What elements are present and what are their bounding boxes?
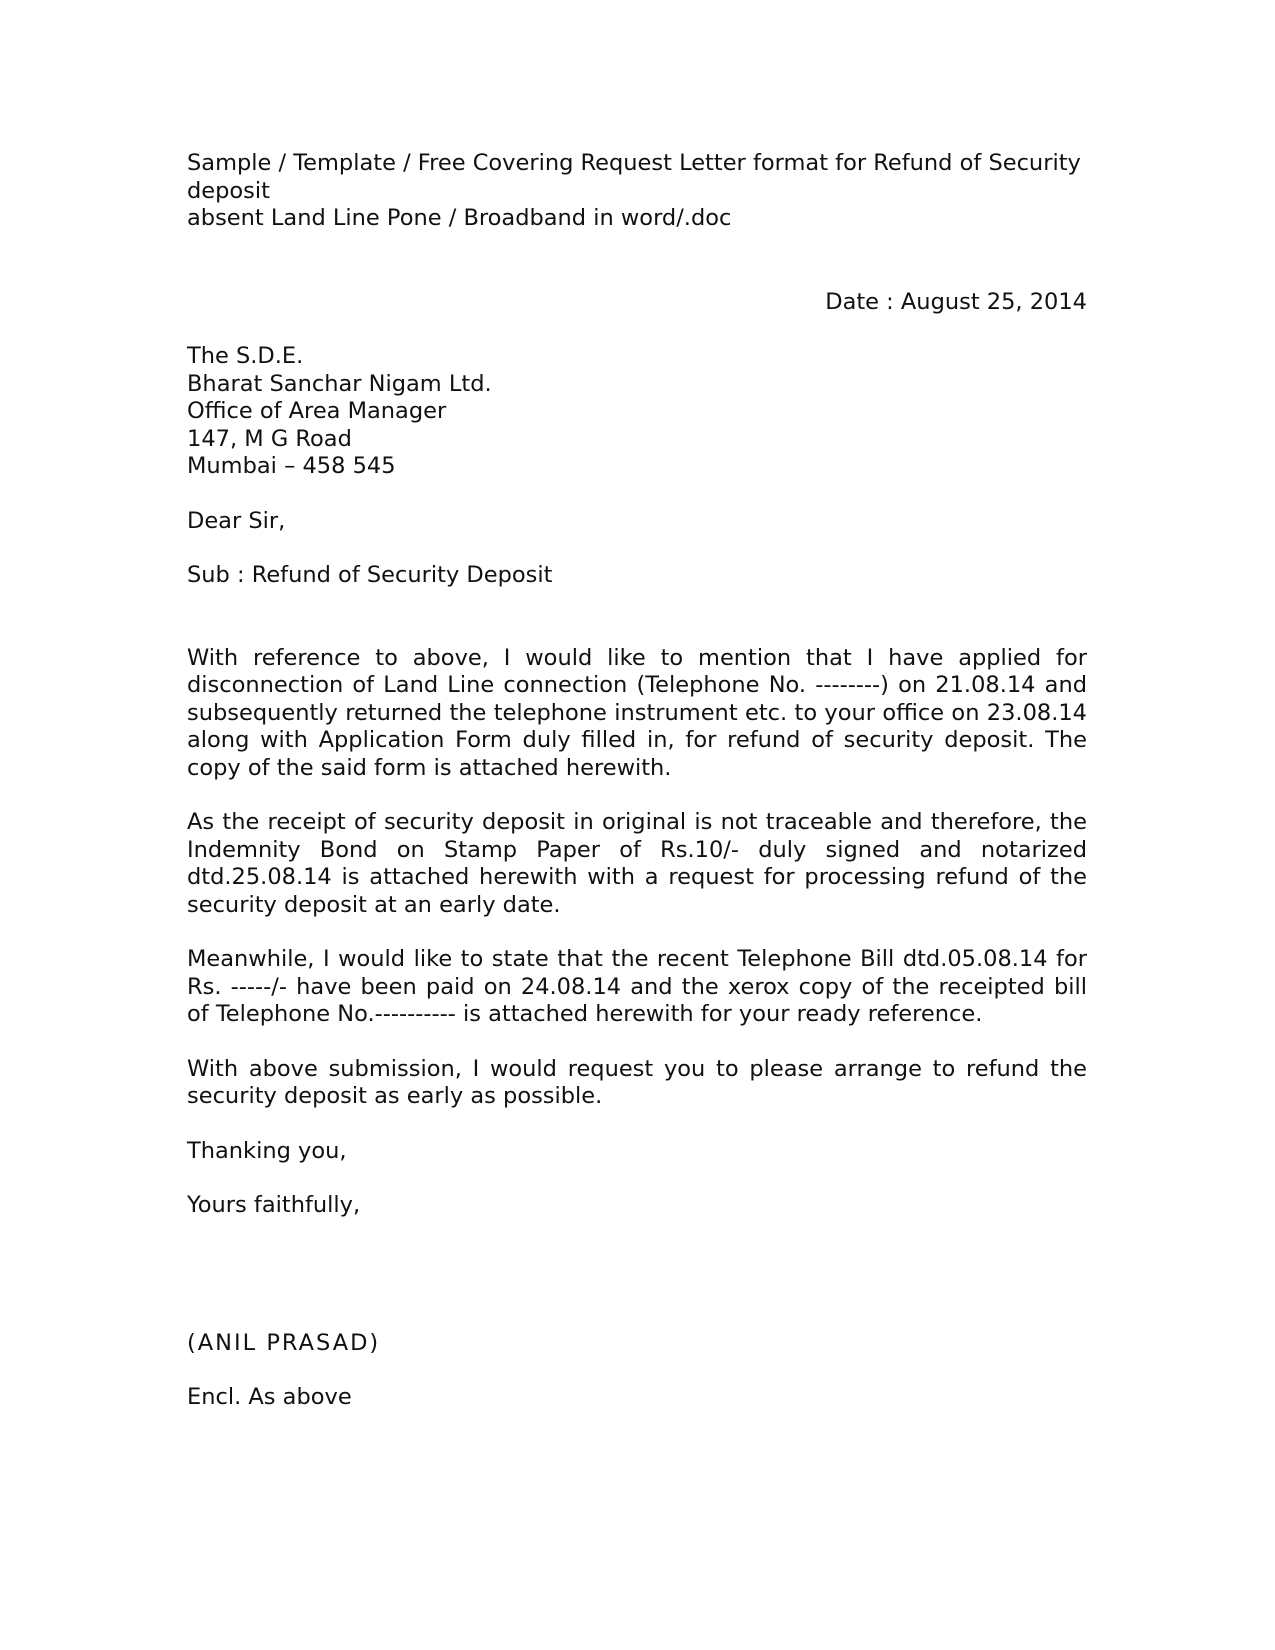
letter-date: Date : August 25, 2014 (825, 288, 1087, 315)
recipient-line-3: Office of Area Manager (187, 398, 447, 424)
letter-body (187, 150, 1087, 1412)
document-title (187, 150, 1087, 233)
enclosure-note: Encl. As above (187, 1384, 352, 1410)
body-paragraph-2: As the receipt of security deposit in original is not traceable and therefore, the Indemnity Bond on Stamp Paper of Rs.10/- duly signed and notarized dtd.25.08.14 is attached herewith with a request for processing refund of the security deposit at an early date. (187, 809, 1087, 918)
thanks-line: Thanking you, (187, 1137, 347, 1164)
salutation: Dear Sir, (187, 507, 286, 534)
signature-name: (ANIL PRASAD) (187, 1329, 381, 1356)
body-paragraph-1: With reference to above, I would like to mention that I have applied for disconnection of Land Line connection (Telephone No. --------) on 21.08.14 and subsequently returned the telephone instrument etc. to your office on 23.08.14 along with Application Form duly filled in, for refund of security deposit. The copy of the said form is attached herewith. (187, 644, 1087, 781)
signoff-line: Yours faithfully, (187, 1192, 361, 1218)
recipient-line-4: 147, M G Road (187, 425, 352, 452)
recipient-line-5: Mumbai – 458 545 (187, 453, 396, 479)
recipient-address (187, 343, 1087, 481)
subject-line: Sub : Refund of Security Deposit (187, 562, 553, 588)
title-line-1: Sample / Template / Free Covering Request Letter format for Refund of Security deposit (187, 150, 1081, 204)
recipient-line-2: Bharat Sanchar Nigam Ltd. (187, 370, 492, 397)
recipient-line-1: The S.D.E. (187, 343, 304, 369)
body-paragraph-3: Meanwhile, I would like to state that the recent Telephone Bill dtd.05.08.14 for Rs. -----/- have been paid on 24.08.14 and the xerox copy of the receipted bill of Telephone No.---------- is attached herewith for your ready reference. (187, 946, 1087, 1027)
body-paragraph-4: With above submission, I would request you to please arrange to refund the security deposit as early as possible. (187, 1055, 1087, 1109)
title-line-2: absent Land Line Pone / Broadband in word/.doc (187, 205, 732, 231)
